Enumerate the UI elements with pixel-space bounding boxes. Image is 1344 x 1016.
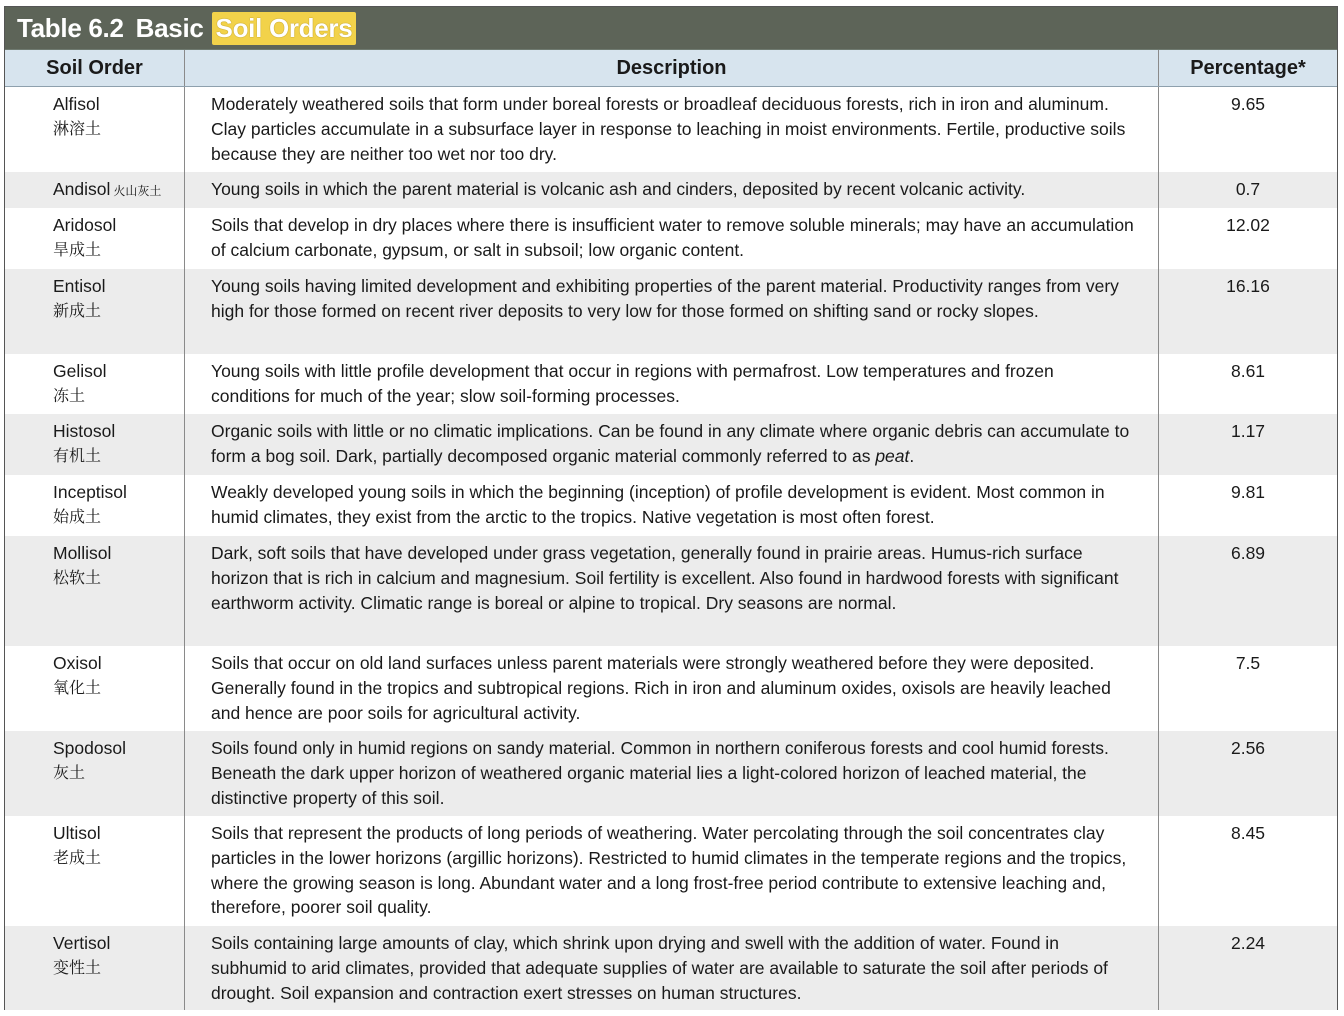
table-row xyxy=(5,269,1337,354)
soil-name-chinese: 有机土 xyxy=(53,445,102,465)
soil-order-cell xyxy=(5,269,185,354)
title-highlight: Soil Orders xyxy=(212,12,357,45)
soil-order-cell xyxy=(5,354,185,414)
description-cell: Dark, soft soils that have developed under grass vegetation, generally found in prairie areas. Humus-rich surface horizon that is rich in calcium and magnesium. Soil fertility is excellent. Also found in hardwood forests with significant earthworm activity. Climatic range is boreal or alpine to tropical. Dry seasons are normal. xyxy=(185,536,1159,646)
table-title xyxy=(5,7,1337,49)
soil-name-chinese: 松软土 xyxy=(53,567,102,587)
percentage-cell: 2.56 xyxy=(1230,738,1266,758)
percentage-cell: 9.65 xyxy=(1230,94,1266,114)
table-row xyxy=(5,208,1337,269)
soil-name: Ultisol xyxy=(53,823,101,843)
description-text: Organic soils with little or no climatic implications. Can be found in any climate where organic debris can accumulate to form a bog soil. Dark, partially decomposed organic material commonly referred to as xyxy=(211,421,1130,466)
table-row xyxy=(5,731,1337,816)
title-main: Basic xyxy=(135,12,204,43)
description-end: . xyxy=(909,445,915,466)
percentage-cell: 8.45 xyxy=(1230,823,1266,843)
description-cell: Young soils with little profile development that occur in regions with permafrost. Low temperatures and frozen conditions for much of the year; slow soil-forming processes. xyxy=(185,354,1159,414)
soil-name-chinese: 旱成土 xyxy=(53,239,102,259)
table-number: Table 6.2 xyxy=(17,12,124,43)
soil-order-cell xyxy=(5,475,185,536)
soil-name-chinese: 氧化土 xyxy=(53,677,102,697)
description-cell: Soils that occur on old land surfaces unless parent materials were strongly weathered before they were deposited. Generally found in the tropics and subtropical regions. Rich in iron and aluminum oxides, oxisols are heavily leached and hence are poor soils for agricultural activity. xyxy=(185,646,1159,731)
percentage-cell: 12.02 xyxy=(1226,215,1270,235)
description-cell: Weakly developed young soils in which the beginning (inception) of profile development is evident. Most common in humid climates, they exist from the arctic to the tropics. Native vegetation is most often forest. xyxy=(185,475,1159,536)
table-row xyxy=(5,926,1337,1010)
table-row xyxy=(5,414,1337,475)
soil-name: Gelisol xyxy=(53,361,107,381)
percentage-cell: 2.24 xyxy=(1230,933,1266,953)
soil-name: Histosol xyxy=(53,421,116,441)
soil-name-chinese: 新成土 xyxy=(53,300,102,320)
soil-name: Alfisol xyxy=(53,94,100,114)
table-body xyxy=(5,87,1337,1010)
header-soil-order: Soil Order xyxy=(5,50,185,86)
description-cell: Soils that develop in dry places where there is insufficient water to remove soluble minerals; may have an accumulation of calcium carbonate, gypsum, or salt in subsoil; low organic content. xyxy=(185,208,1159,269)
table-row xyxy=(5,87,1337,172)
soil-name: Aridosol xyxy=(53,215,117,235)
soil-name-chinese: 始成土 xyxy=(53,506,102,526)
soil-name: Andisol xyxy=(53,179,111,199)
soil-name: Inceptisol xyxy=(53,482,127,502)
soil-name-chinese: 火山灰土 xyxy=(113,184,162,198)
table-row xyxy=(5,646,1337,731)
percentage-cell: 6.89 xyxy=(1230,543,1266,563)
percentage-cell: 9.81 xyxy=(1230,482,1266,502)
description-italic-term: peat xyxy=(875,445,910,466)
soil-order-cell xyxy=(5,536,185,646)
table-row xyxy=(5,354,1337,414)
soil-name: Vertisol xyxy=(53,933,111,953)
soil-order-cell xyxy=(5,414,185,475)
percentage-cell: 8.61 xyxy=(1230,361,1266,381)
soil-order-cell xyxy=(5,172,185,208)
table-row xyxy=(5,475,1337,536)
soil-order-cell xyxy=(5,731,185,816)
header-description: Description xyxy=(185,50,1159,86)
soil-order-cell xyxy=(5,87,185,172)
table-row xyxy=(5,172,1337,208)
soil-name-chinese: 淋溶土 xyxy=(53,118,102,138)
soil-order-cell xyxy=(5,816,185,926)
soil-name: Oxisol xyxy=(53,653,102,673)
description-cell: Young soils in which the parent material is volcanic ash and cinders, deposited by recent volcanic activity. xyxy=(185,172,1159,208)
soil-name: Spodosol xyxy=(53,738,126,758)
description-cell xyxy=(185,414,1159,475)
soil-order-cell xyxy=(5,208,185,269)
soil-name: Mollisol xyxy=(53,543,112,563)
description-cell: Soils that represent the products of long periods of weathering. Water percolating through the soil concentrates clay particles in the lower horizons (argillic horizons). Restricted to humid climates in the temperate regions and the tropics, where the growing season is long. Abundant water and a long frost-free period contribute to extensive leaching and, therefore, poorer soil quality. xyxy=(185,816,1159,926)
description-cell: Soils found only in humid regions on sandy material. Common in northern coniferous forests and cool humid forests. Beneath the dark upper horizon of weathered organic material lies a light-colored horizon of leached material, the distinctive property of this soil. xyxy=(185,731,1159,816)
description-cell: Young soils having limited development and exhibiting properties of the parent material. Productivity ranges from very high for those formed on recent river deposits to very low for those formed on shifting sand or rocky slopes. xyxy=(185,269,1159,354)
header-percentage: Percentage* xyxy=(1190,56,1306,79)
percentage-cell: 16.16 xyxy=(1226,276,1270,296)
soil-orders-table xyxy=(4,6,1338,1010)
percentage-cell: 1.17 xyxy=(1230,421,1266,441)
table-row xyxy=(5,816,1337,926)
header-row xyxy=(5,49,1337,87)
description-cell: Soils containing large amounts of clay, which shrink upon drying and swell with the addition of water. Found in subhumid to arid climates, provided that adequate supplies of water are available to saturate the soil after periods of drought. Soil expansion and contraction exert stresses on human structures. xyxy=(185,926,1159,1010)
soil-name-chinese: 灰土 xyxy=(53,762,86,782)
soil-name-chinese: 老成土 xyxy=(53,847,102,867)
description-cell: Moderately weathered soils that form under boreal forests or broadleaf deciduous forests, rich in iron and aluminum. Clay particles accumulate in a subsurface layer in response to leaching in moist environments. Fertile, productive soils because they are neither too wet nor too dry. xyxy=(185,87,1159,172)
soil-order-cell xyxy=(5,926,185,1010)
table-row xyxy=(5,536,1337,646)
soil-name: Entisol xyxy=(53,276,106,296)
soil-name-chinese: 冻土 xyxy=(53,385,86,405)
soil-name-chinese: 变性土 xyxy=(53,957,102,977)
soil-order-cell xyxy=(5,646,185,731)
percentage-cell: 7.5 xyxy=(1235,653,1261,673)
percentage-cell: 0.7 xyxy=(1235,179,1261,199)
